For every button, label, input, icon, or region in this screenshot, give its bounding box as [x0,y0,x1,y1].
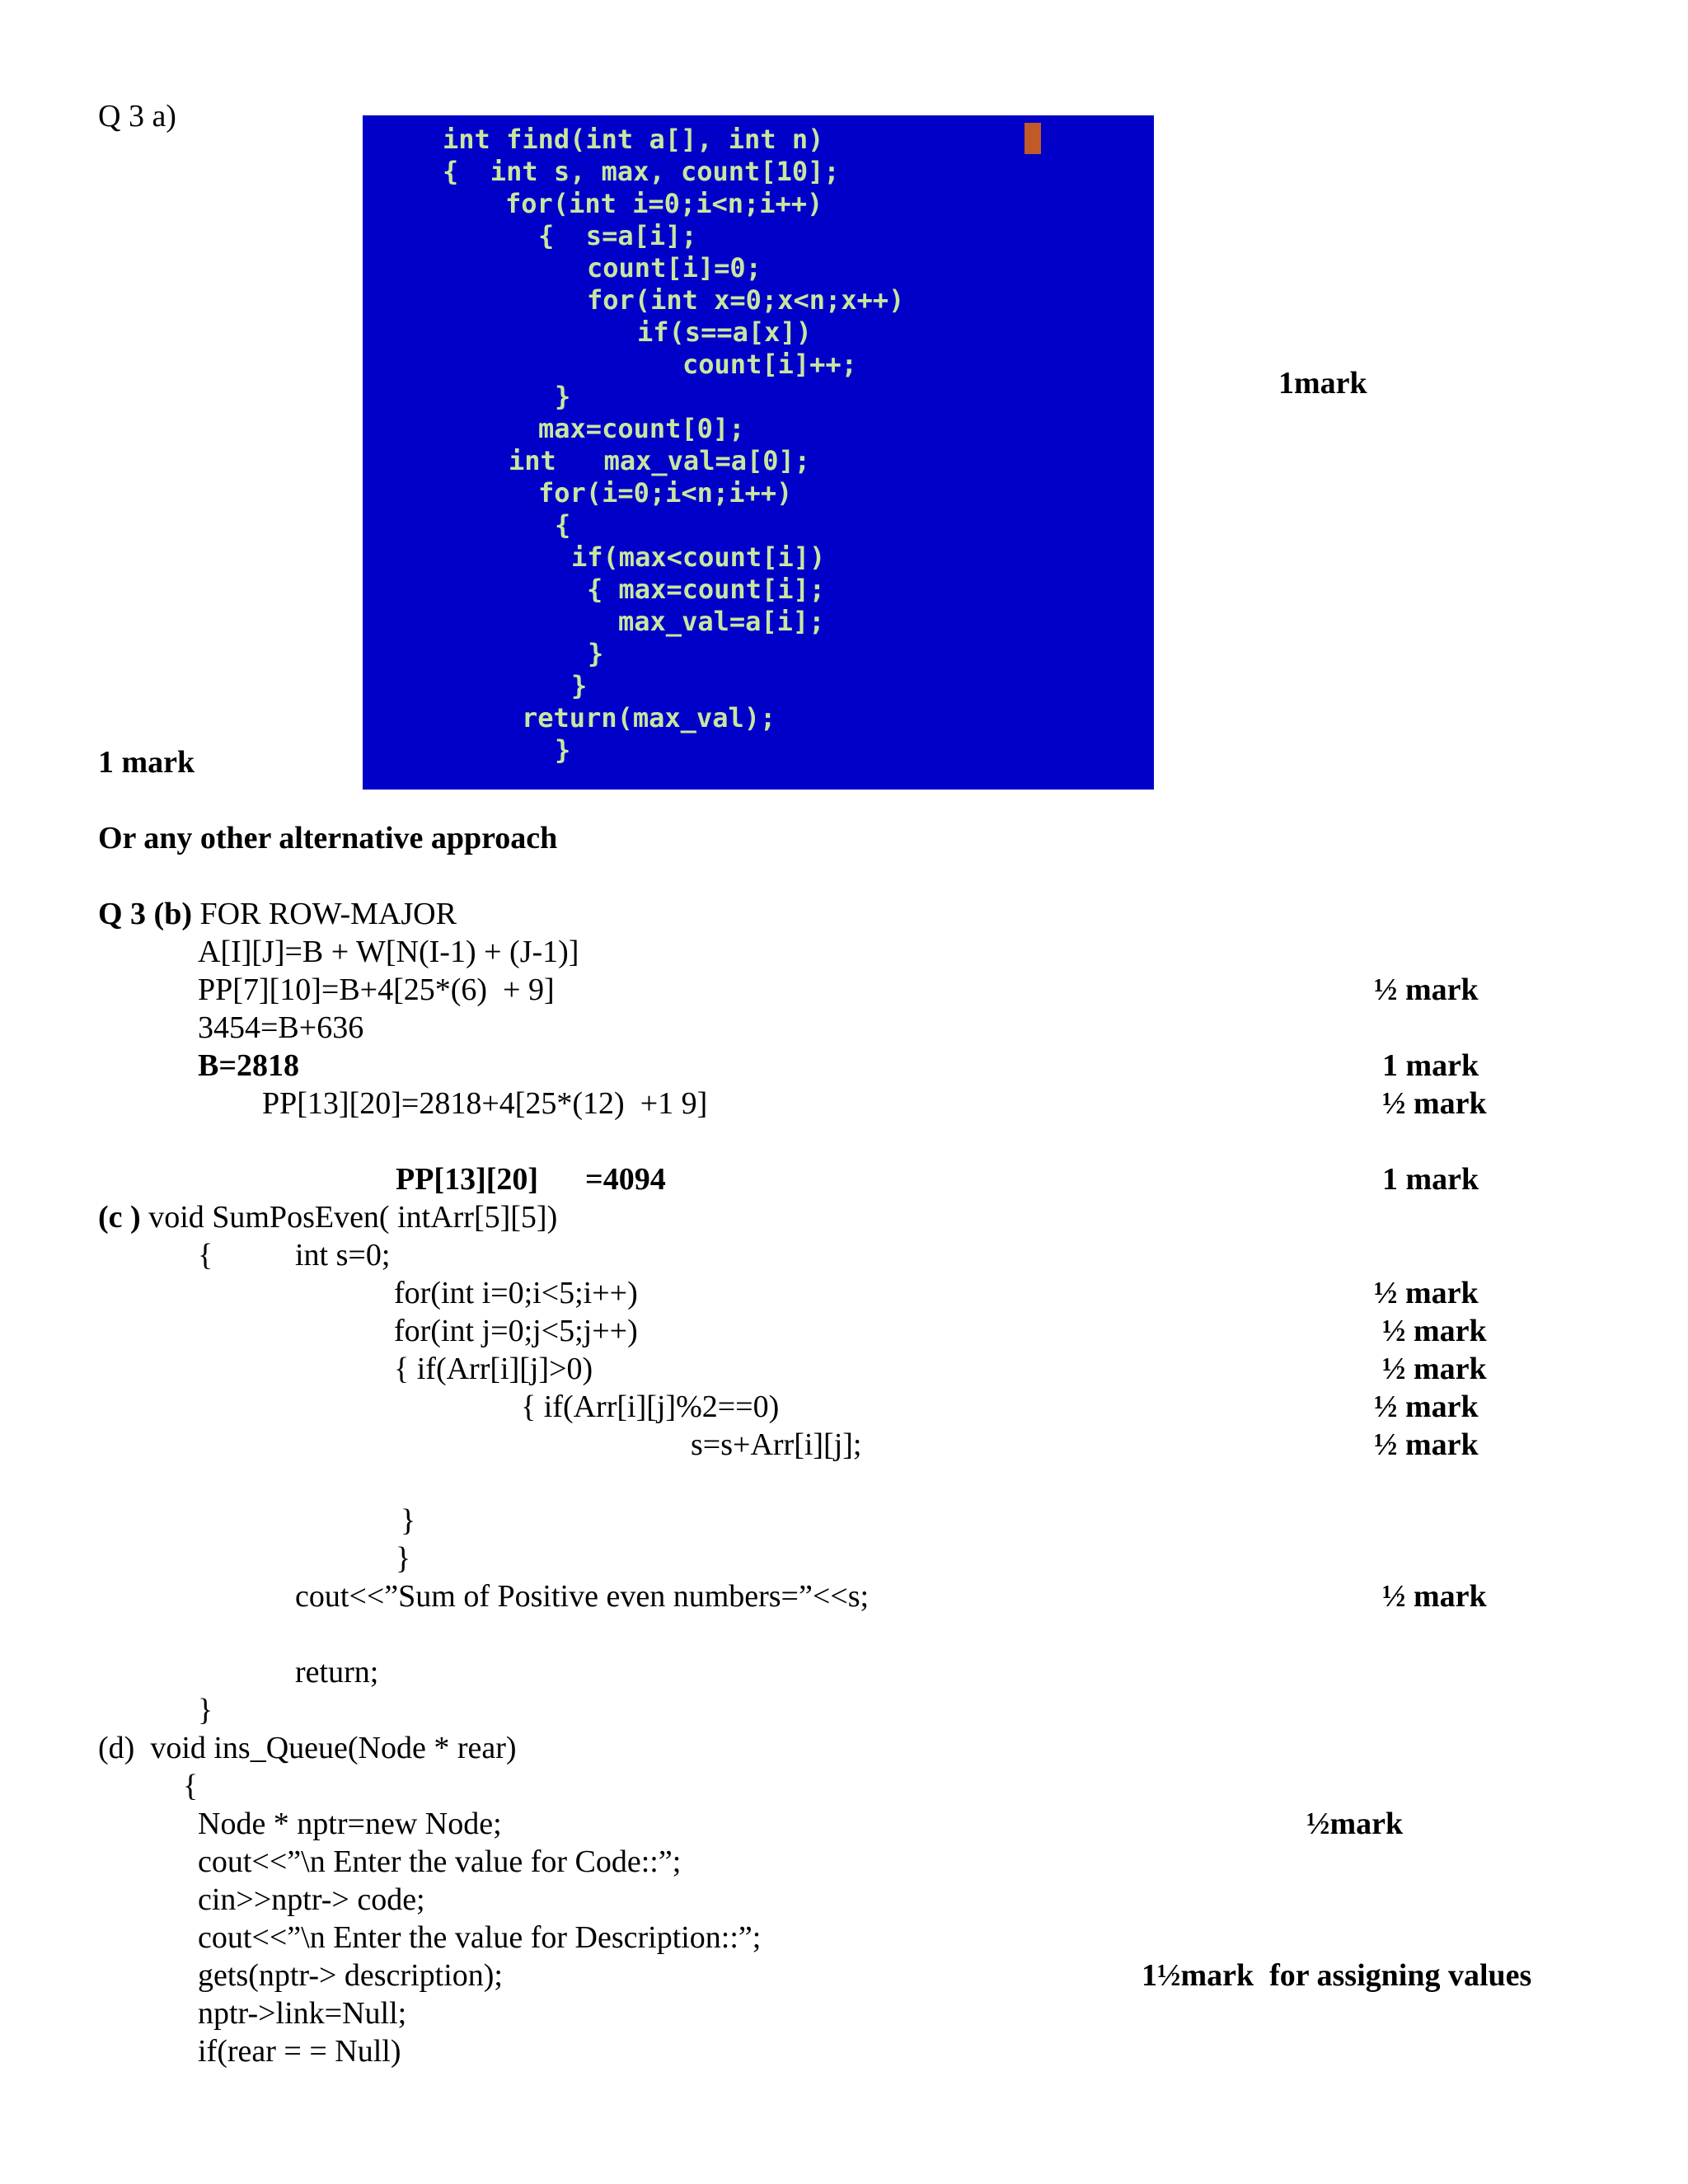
code-line: { if(Arr[i][j]>0) [394,1352,593,1386]
code-brace: { [198,1238,213,1272]
code-line: { [555,509,571,541]
code-line: gets(nptr-> description); [198,1958,503,1993]
code-line: s=s+Arr[i][j]; [691,1427,862,1462]
mark: ½ mark [1382,1579,1487,1614]
code-line: } [571,670,588,701]
code-line: for(int i=0;i<5;i++) [394,1276,638,1310]
code-line: { max=count[i]; [587,574,825,605]
mark: 1 mark [1382,1048,1479,1083]
code-brace: { [183,1769,199,1803]
code-line: cout<<”\n Enter the value for Code::”; [198,1844,682,1879]
code-brace: } [396,1541,411,1576]
code-line: for(int i=0;i<n;i++) [505,188,823,219]
code-line: int max_val=a[0]; [509,445,811,476]
code-line: } [555,381,571,412]
code-line: } [555,734,571,766]
code-line: cout<<”Sum of Positive even numbers=”<<s; [295,1579,870,1614]
formula-line: A[I][J]=B + W[N(I-1) + (J-1)] [198,935,579,969]
code-brace: } [401,1503,416,1538]
q3a-label: Q 3 a) [98,99,176,134]
code-line: return(max_val); [522,702,776,733]
formula-line: PP[13][20]=2818+4[25*(12) +1 9] [262,1086,708,1121]
code-line: { int s, max, count[10]; [443,156,840,187]
mark: ½ mark [1374,972,1479,1007]
code-line: cout<<”\n Enter the value for Description::”; [198,1920,762,1955]
formula-result: B=2818 [198,1048,299,1083]
mark: ½ mark [1382,1352,1487,1386]
mark: ½ mark [1374,1276,1479,1310]
q3c-signature [98,1198,557,1236]
mark: 1 mark [1382,1162,1479,1197]
formula-final: PP[13][20] =4094 [396,1162,666,1197]
mark: ½ mark [1374,1390,1479,1424]
q3b-heading [98,895,457,933]
mark: ½ mark [1382,1314,1487,1348]
code-line: if(max<count[i]) [571,541,826,573]
cursor-block [1025,123,1041,154]
code-line: if(s==a[x]) [637,316,812,348]
q3b-heading-text: FOR ROW-MAJOR [192,897,457,931]
code-line: { s=a[i]; [538,220,697,251]
q3b-label: Q 3 (b) [98,897,192,931]
q3a-mark-left: 1 mark [98,745,195,780]
code-line: for(int j=0;j<5;j++) [394,1314,638,1348]
code-line: int s=0; [295,1238,391,1272]
code-line: int find(int a[], int n) [443,124,824,155]
code-line: } [588,638,604,669]
mark: ½mark [1306,1807,1404,1841]
code-line: for(i=0;i<n;i++) [538,477,793,509]
q3d-signature [98,1729,517,1767]
code-line: count[i]++; [682,349,857,380]
code-line: return; [295,1655,379,1690]
code-line: nptr->link=Null; [198,1996,407,2031]
q3c-label: (c ) [98,1200,141,1235]
code-line: cin>>nptr-> code; [198,1882,425,1917]
code-line: count[i]=0; [587,252,762,284]
mark: ½ mark [1382,1086,1487,1121]
code-line: max=count[0]; [538,413,745,444]
alt-approach-note: Or any other alternative approach [98,821,558,855]
code-line: for(int x=0;x<n;x++) [587,284,905,316]
q3a-mark-right: 1mark [1278,366,1367,401]
q3d-label: (d) [98,1731,135,1765]
q3d-signature-text: void ins_Queue(Node * rear) [134,1731,517,1765]
code-line: if(rear = = Null) [198,2034,401,2069]
code-brace: } [198,1693,213,1727]
mark: ½ mark [1374,1427,1479,1462]
code-screenshot [363,115,1154,790]
code-line: max_val=a[i]; [618,606,825,637]
code-line: { if(Arr[i][j]%2==0) [521,1390,780,1424]
formula-line: 3454=B+636 [198,1010,364,1045]
code-line: Node * nptr=new Node; [198,1807,502,1841]
q3c-signature-text: void SumPosEven( intArr[5][5]) [140,1200,558,1235]
mark: 1½mark for assigning values [1142,1958,1532,1993]
formula-line: PP[7][10]=B+4[25*(6) + 9] [198,972,555,1007]
